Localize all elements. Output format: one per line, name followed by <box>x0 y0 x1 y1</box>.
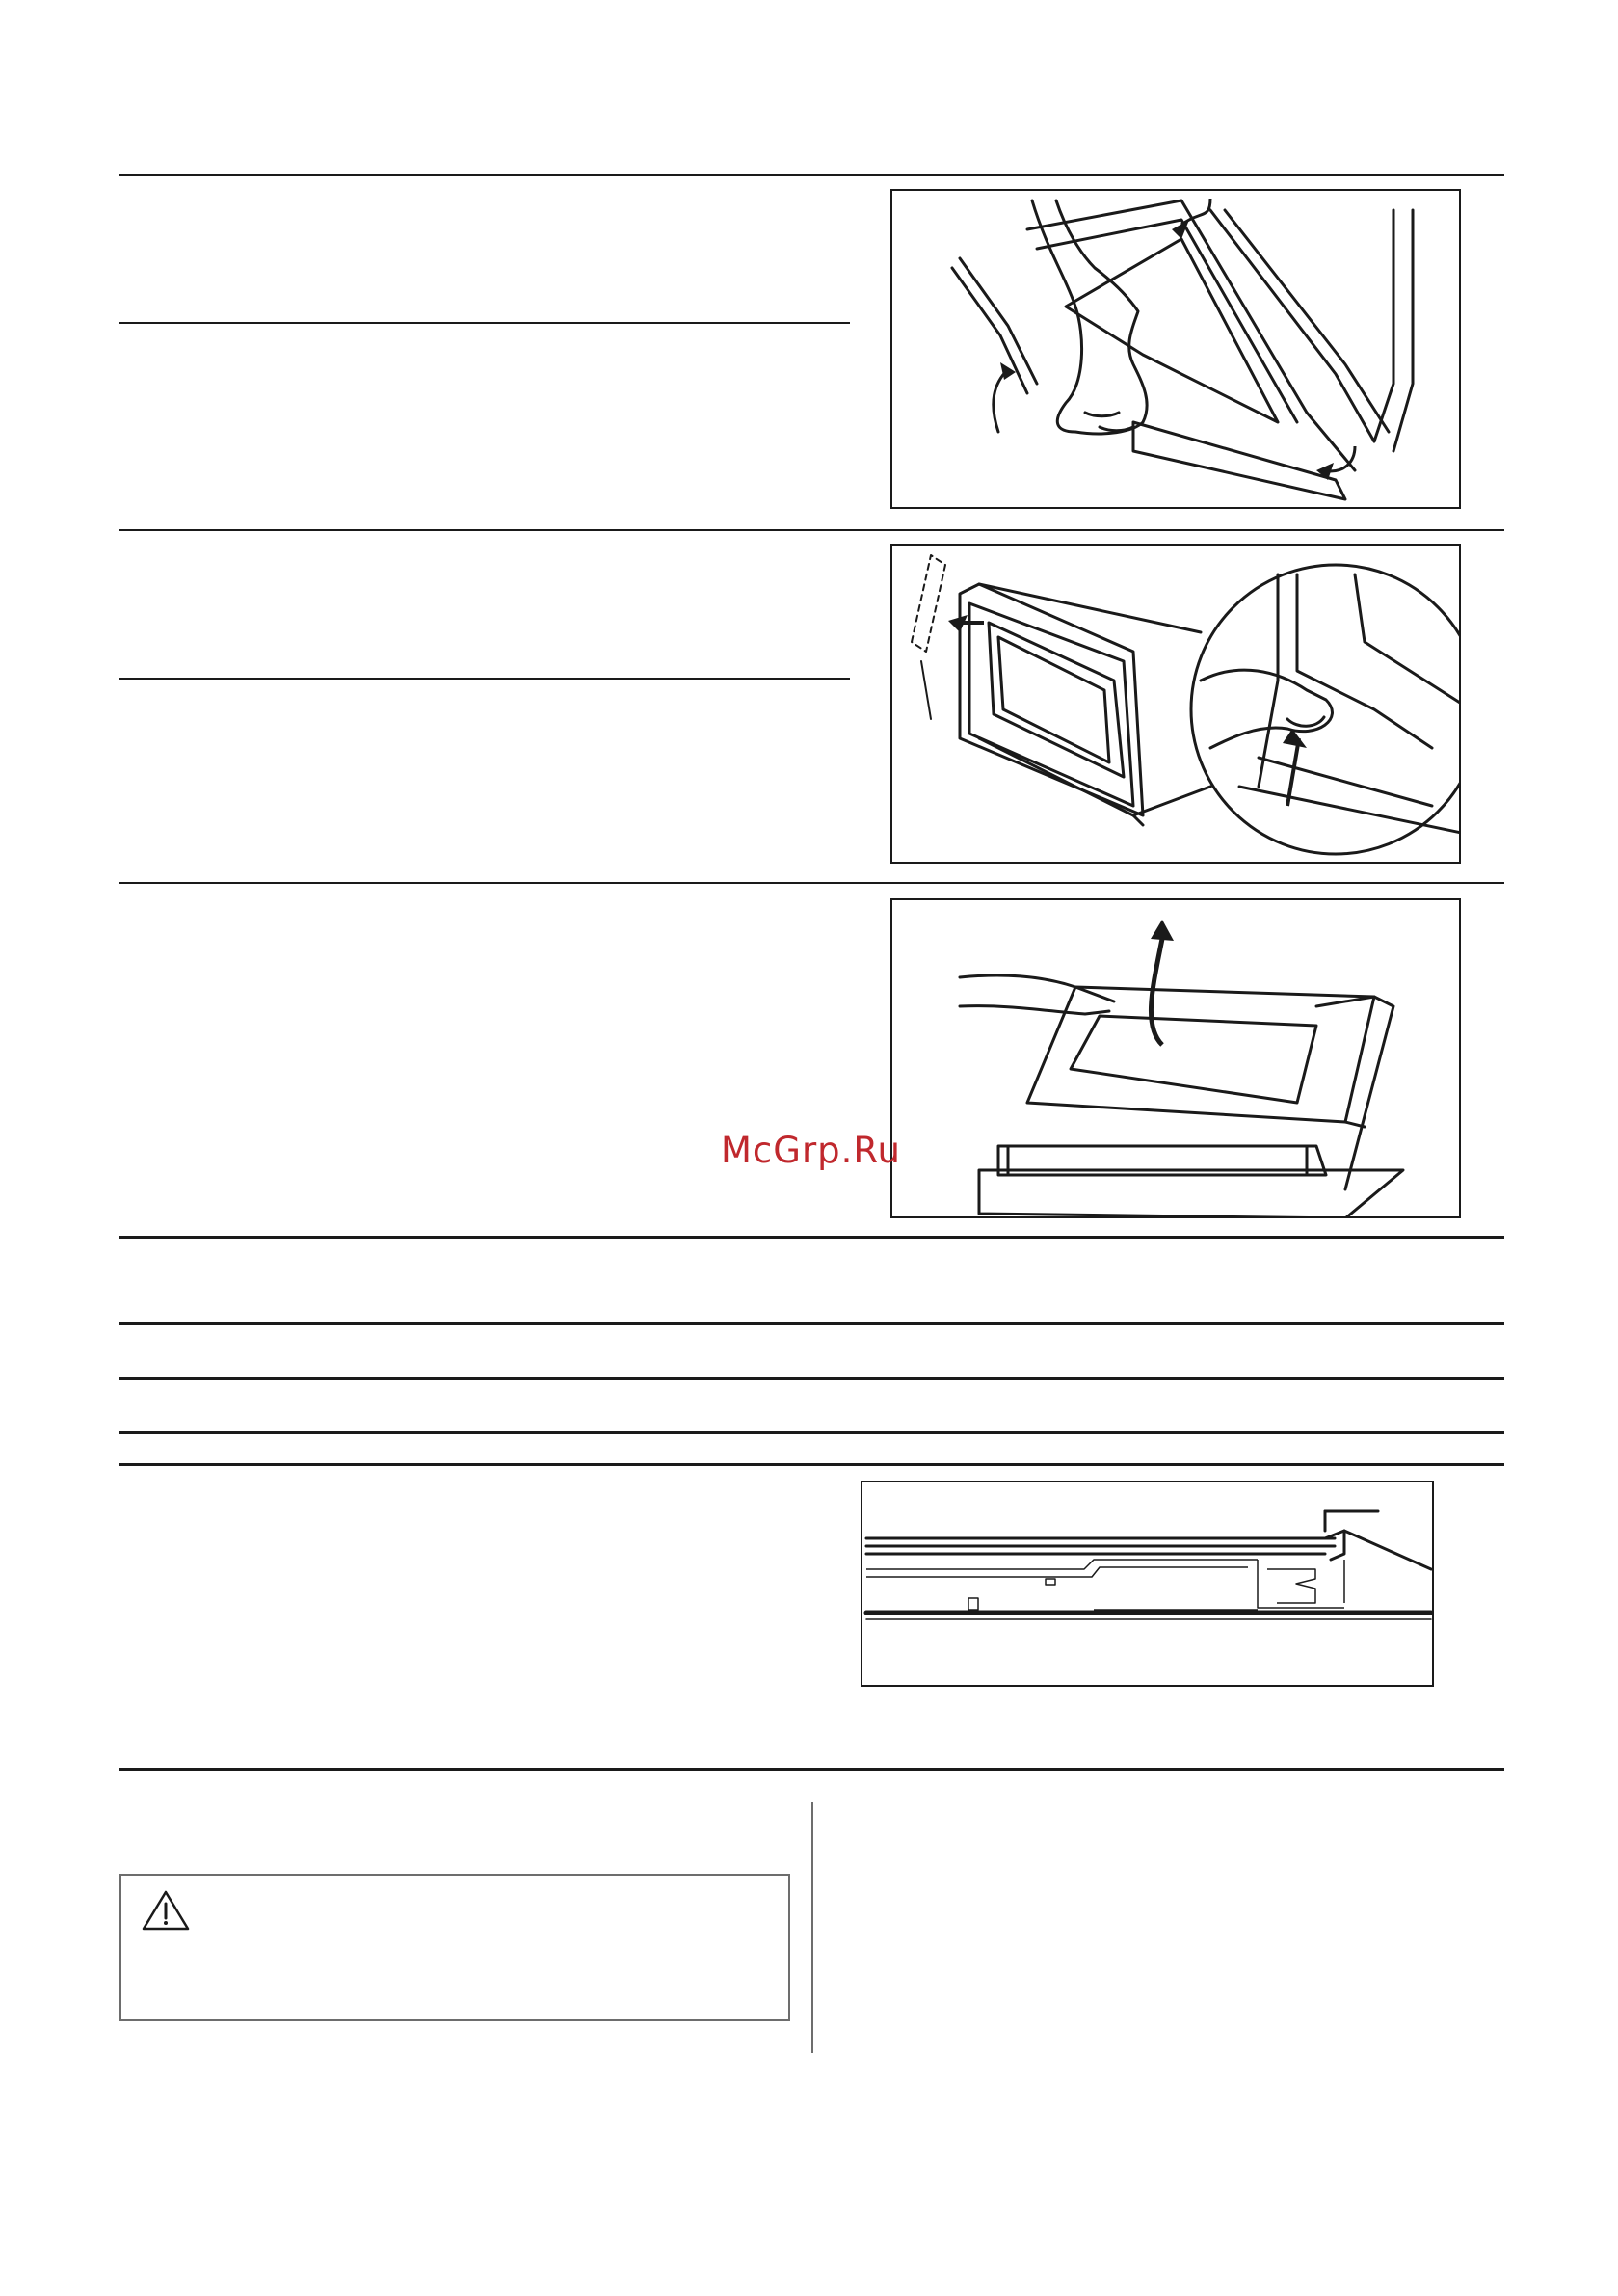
subsection-rule-1 <box>119 322 850 324</box>
glass-seating-illustration <box>862 1482 1434 1687</box>
warning-box <box>119 1874 790 2021</box>
section-rule-9 <box>119 1768 1504 1771</box>
figure-glass-seating-section <box>861 1481 1434 1687</box>
watermark: McGrp.Ru <box>721 1130 901 1171</box>
section-rule-4 <box>119 1236 1504 1239</box>
section-rule-7 <box>119 1431 1504 1434</box>
figure-glass-panel-removal <box>890 898 1461 1218</box>
figure-door-trim-removal <box>890 544 1461 864</box>
section-rule-5 <box>119 1322 1504 1325</box>
section-rule-8 <box>119 1463 1504 1466</box>
column-divider <box>811 1802 813 2053</box>
door-trim-illustration <box>892 546 1461 864</box>
glass-panel-illustration <box>892 900 1461 1218</box>
door-hinge-illustration <box>892 191 1461 509</box>
section-rule-1 <box>119 174 1504 176</box>
section-rule-3 <box>119 882 1504 884</box>
section-rule-2 <box>119 529 1504 531</box>
section-rule-6 <box>119 1377 1504 1380</box>
warning-triangle-icon <box>141 1889 191 1936</box>
subsection-rule-2 <box>119 678 850 680</box>
figure-door-hinge-levers <box>890 189 1461 509</box>
